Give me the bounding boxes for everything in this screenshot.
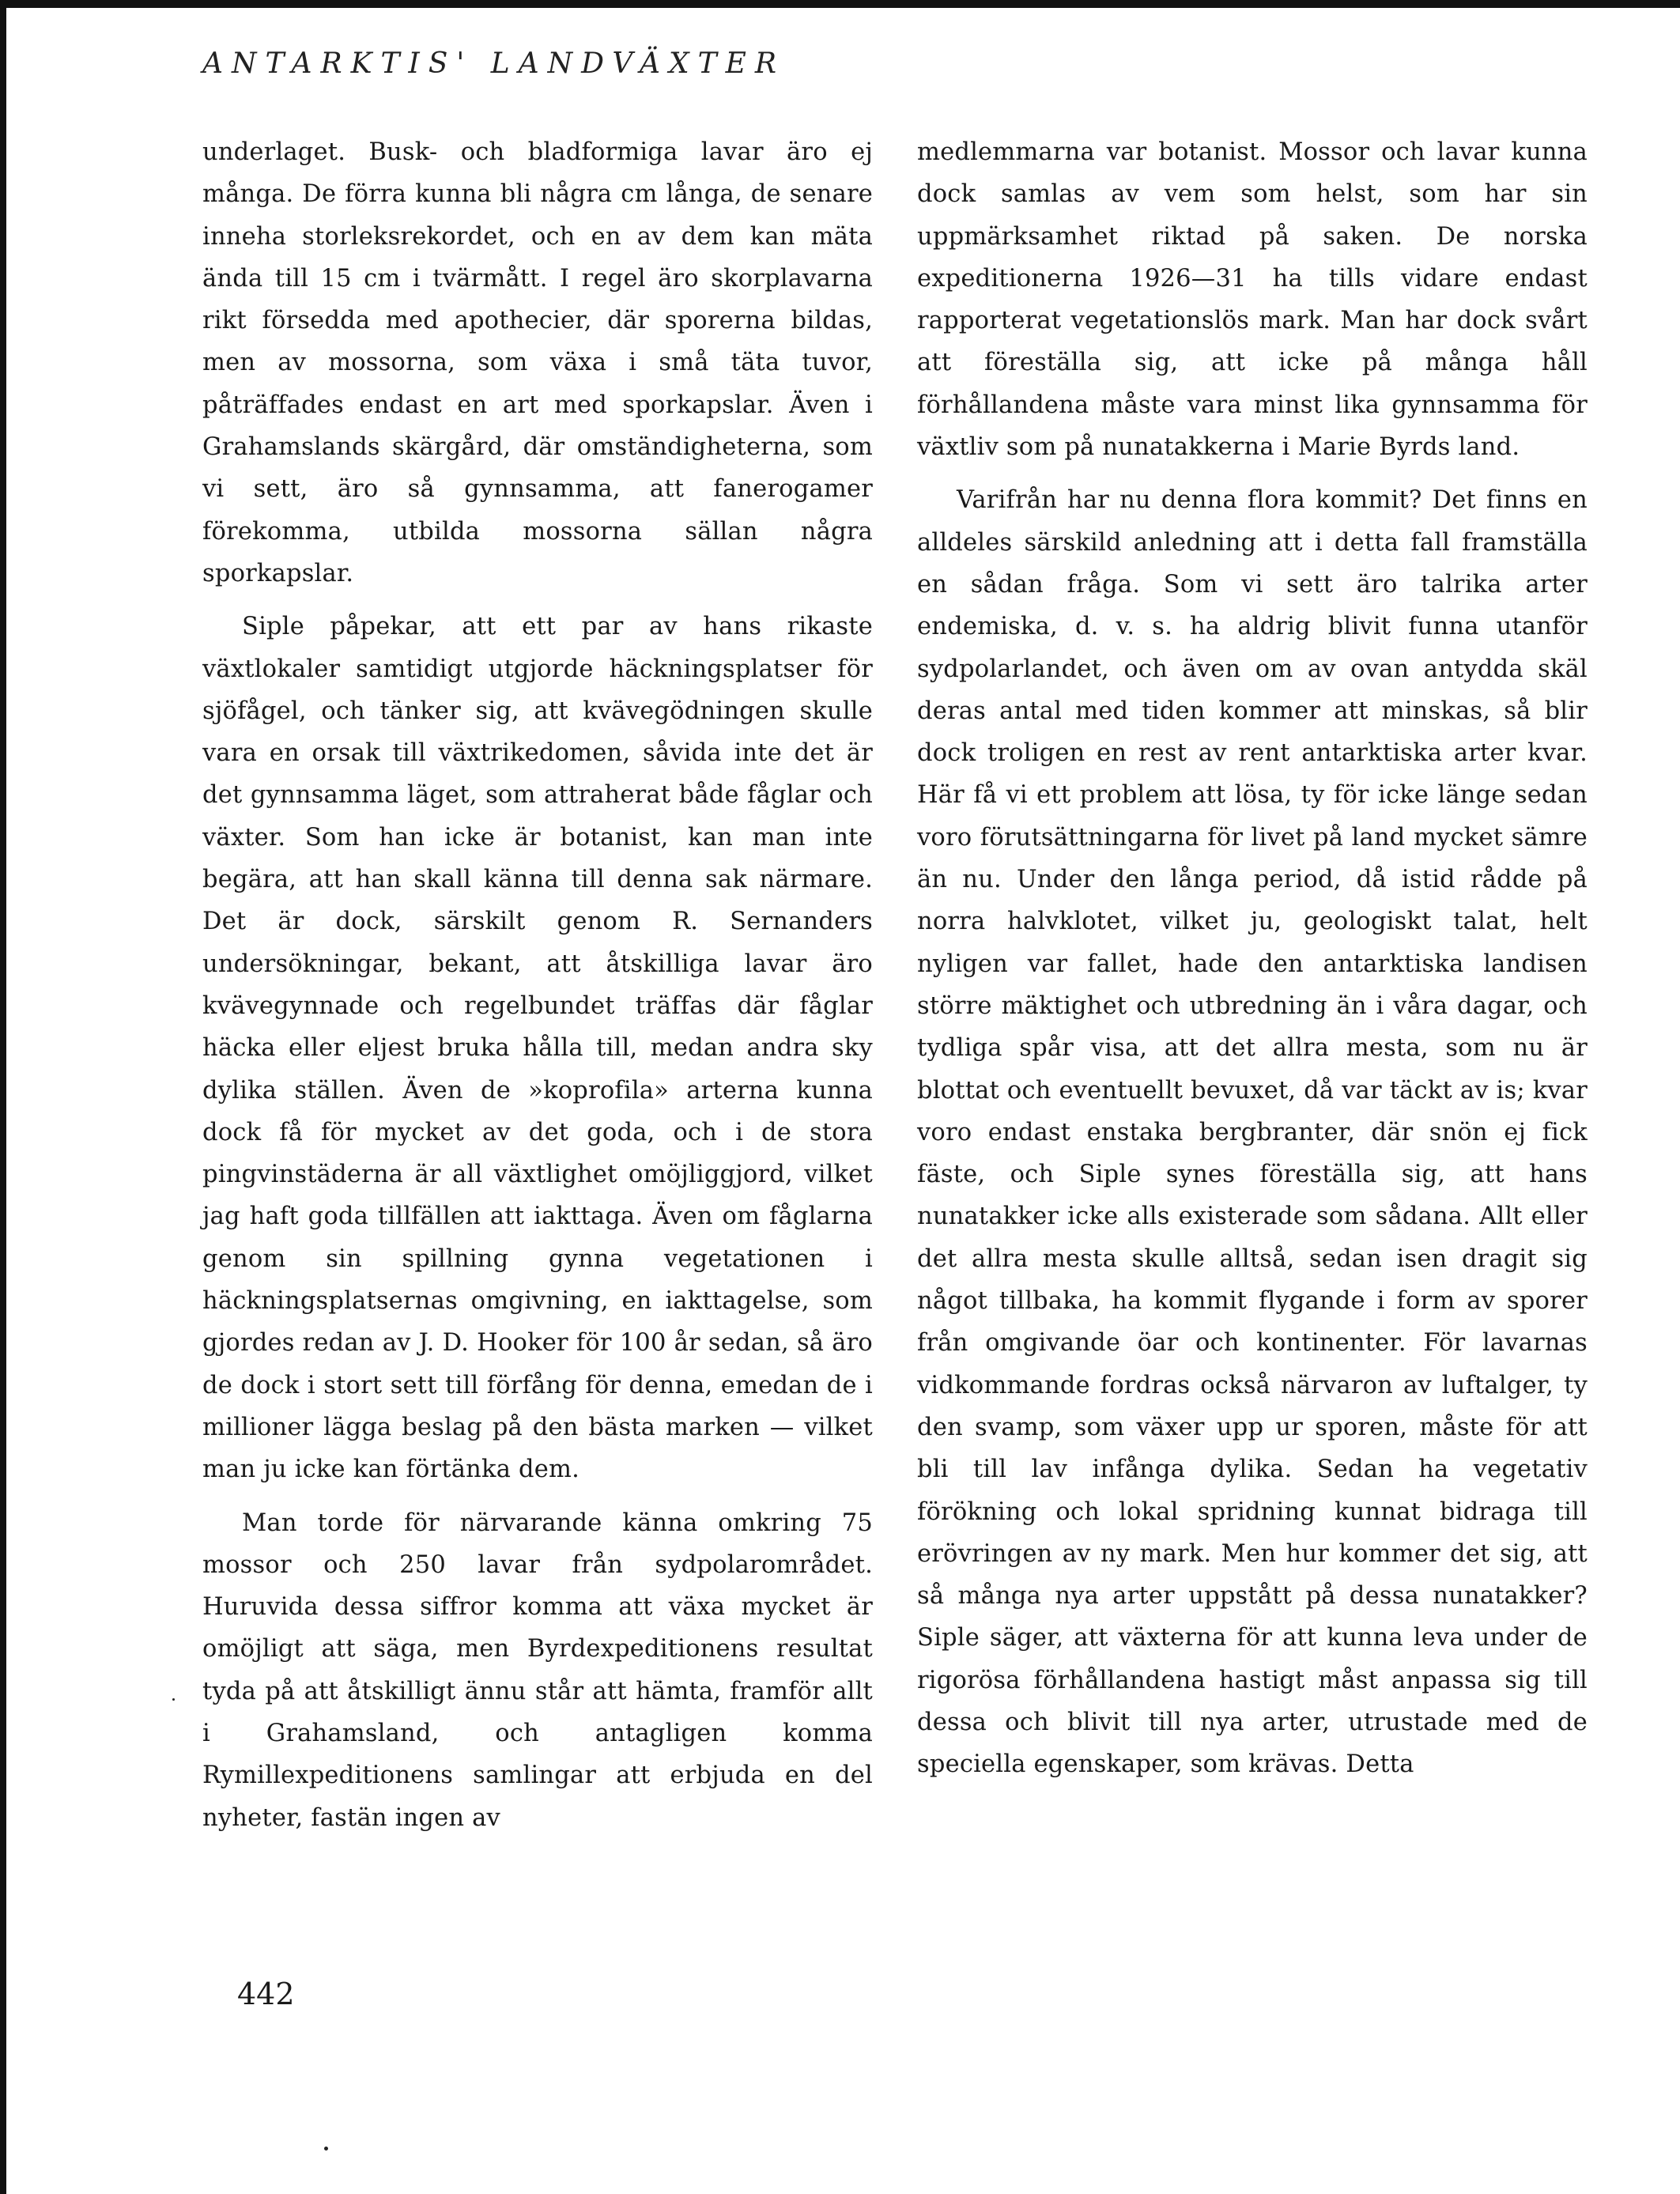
- right-paragraph-2: Varifrån har nu denna flora kommit? Det finns en alldeles särskild anledning att i detta fall framställa en sådan fråga. Som vi sett äro talrika arter endemiska, d. v. s. ha aldrig blivit funna utanför sydpolarlandet, och även om av ovan antydda skäl deras antal med tiden kommer att minskas, så blir dock troligen en rest av rent antarktiska arter kvar. Här få vi ett problem att lösa, ty för icke länge sedan voro förutsättningarna för livet på land mycket sämre än nu. Under den långa period, då istid rådde på norra halvklotet, vilket ju, geologiskt talat, helt nyligen var fallet, hade den antarktiska landisen större mäktighet och utbredning än i våra dagar, och tydliga spår visa, att det allra mesta, som nu är blottat och eventuellt bevuxet, då var täckt av is; kvar voro endast enstaka bergbranter, där snön ej fick fäste, och Siple synes föreställa sig, att hans nunatakker icke alls existerade som sådana. Allt eller det allra mesta skulle alltså, sedan isen dragit sig något tillbaka, ha kommit flygande i form av sporer från omgivande öar och kontinenter. För lavarnas vidkommande fordras också närvaron av luftalger, ty den svamp, som växer upp ur sporen, måste för att bli till lav infånga dylika. Sedan ha vegetativ förökning och lokal spridning kunnat bidraga till erövringen av ny mark. Men hur kommer det sig, att så många nya arter uppstått på dessa nunatakker? Siple säger, att växterna för att kunna leva under de rigorösa förhållandena hastigt måst anpassa sig till dessa och blivit till nya arter, utrustade med de speciella egenskaper, som krävas. Detta: [917, 486, 1588, 1779]
- scan-border-left: [0, 0, 6, 2194]
- left-paragraph-1: underlaget. Busk- och bladformiga lavar äro ej många. De förra kunna bli några cm långa, de senare inneha storleksrekordet, och en av dem kan mäta ända till 15 cm i tvärmått. I regel äro skorplavarna rikt försedda med apothecier, där sporerna bildas, men av mossorna, som växa i små täta tuvor, påträffades endast en art med sporkapslar. Även i Grahamslands skärgård, där omständigheterna, som vi sett, äro så gynnsamma, att fanerogamer förekomma, utbilda mossorna sällan några sporkapslar.: [202, 138, 873, 587]
- left-paragraph-2: Siple påpekar, att ett par av hans rikaste växtlokaler samtidigt utgjorde häckningsplatser för sjöfågel, och tänker sig, att kvävegödningen skulle vara en orsak till växtrikedomen, såvida inte det är det gynnsamma läget, som attraherat både fåglar och växter. Som han icke är botanist, kan man inte begära, att han skall känna till denna sak närmare. Det är dock, särskilt genom R. Sernanders undersökningar, bekant, att åtskilliga lavar äro kvävegynnade och regelbundet träffas där fåglar häcka eller eljest bruka hålla till, medan andra sky dylika ställen. Även de »koprofila» arterna kunna dock få för mycket av det goda, och i de stora pingvinstäderna är all växtlighet omöjliggjord, vilket jag haft goda tillfällen att iakttaga. Även om fåglarna genom sin spillning gynna vegetationen i häckningsplatsernas omgivning, en iakttagelse, som gjordes redan av J. D. Hooker för 100 år sedan, så äro de dock i stort sett till förfång för denna, emedan de i millioner lägga beslag på den bästa marken — vilket man ju icke kan förtänka dem.: [202, 613, 873, 1484]
- running-head: ANTARKTIS' LANDVÄXTER: [202, 47, 785, 80]
- scan-border-top: [0, 0, 1680, 8]
- page-number: 442: [237, 1977, 295, 2011]
- left-paragraph-3: Man torde för närvarande känna omkring 75 mossor och 250 lavar från sydpolarområdet. Huruvida dessa siffror komma att växa mycket är omöjligt att säga, men Byrdexpeditionens resultat tyda på att åtskilligt ännu står att hämta, framför allt i Grahamsland, och antagligen komma Rymillexpeditionens samlingar att erbjuda en del nyheter, fastän ingen av: [202, 1509, 873, 1832]
- scan-speck: [172, 1698, 175, 1701]
- scan-speck: [324, 2147, 328, 2151]
- left-column: [202, 131, 873, 1839]
- right-paragraph-1: medlemmarna var botanist. Mossor och lavar kunna dock samlas av vem som helst, som har sin uppmärksamhet riktad på saken. De norska expeditionerna 1926—31 ha tills vidare endast rapporterat vegetationslös mark. Man har dock svårt att föreställa sig, att icke på många håll förhållandena måste vara minst lika gynnsamma för växtliv som på nunatakkerna i Marie Byrds land.: [917, 138, 1588, 462]
- right-column: [917, 131, 1588, 1786]
